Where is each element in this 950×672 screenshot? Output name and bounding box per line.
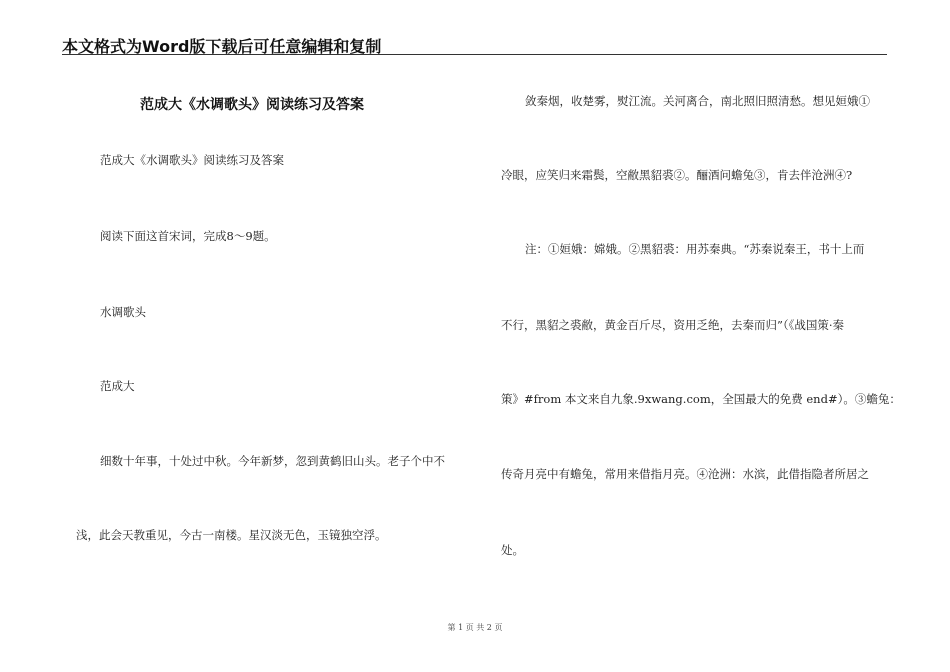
text-line: 水调歌头 (100, 305, 146, 319)
right-column (475, 0, 950, 672)
text-line: 传奇月亮中有蟾兔，常用来借指月亮。④沧洲：水滨，此借指隐者所居之 (501, 467, 869, 481)
text-line: 冷眼，应笑归来霜鬓，空敝黑貂裘②。酾酒问蟾兔③，肯去伴沧洲④? (501, 168, 853, 182)
text-line: 细数十年事，十处过中秋。今年新梦，忽到黄鹤旧山头。老子个中不 (100, 454, 445, 468)
text-line: 处。 (501, 543, 524, 557)
page-number: 第 1 页 共 2 页 (447, 623, 503, 632)
text-line: 范成大 (100, 379, 135, 393)
page-title: 范成大《水调歌头》阅读练习及答案 (140, 97, 364, 113)
text-line: 范成大《水调歌头》阅读练习及答案 (100, 153, 284, 167)
banner-text: 本文格式为Word版下载后可任意编辑和复制 (62, 37, 382, 56)
text-line: 阅读下面这首宋词，完成8～9题。 (100, 229, 276, 243)
text-line: 敛秦烟，收楚雾，熨江流。关河离合，南北照旧照清愁。想见姮娥① (525, 94, 870, 108)
text-line: 浅，此会天教重见，今古一南楼。星汉淡无色，玉镜独空浮。 (76, 528, 387, 542)
text-line: 策》#from 本文来自九象.9xwang.com，全国最大的免费 end#）。③蟾兔： (501, 392, 901, 406)
text-line: 不行，黑貂之裘敝，黄金百斤尽，资用乏绝，去秦而归”（《战国策·秦 (501, 318, 845, 332)
text-line: 注：①姮娥：嫦娥。②黑貂裘：用苏秦典。“苏秦说秦王，书十上而 (525, 242, 865, 256)
